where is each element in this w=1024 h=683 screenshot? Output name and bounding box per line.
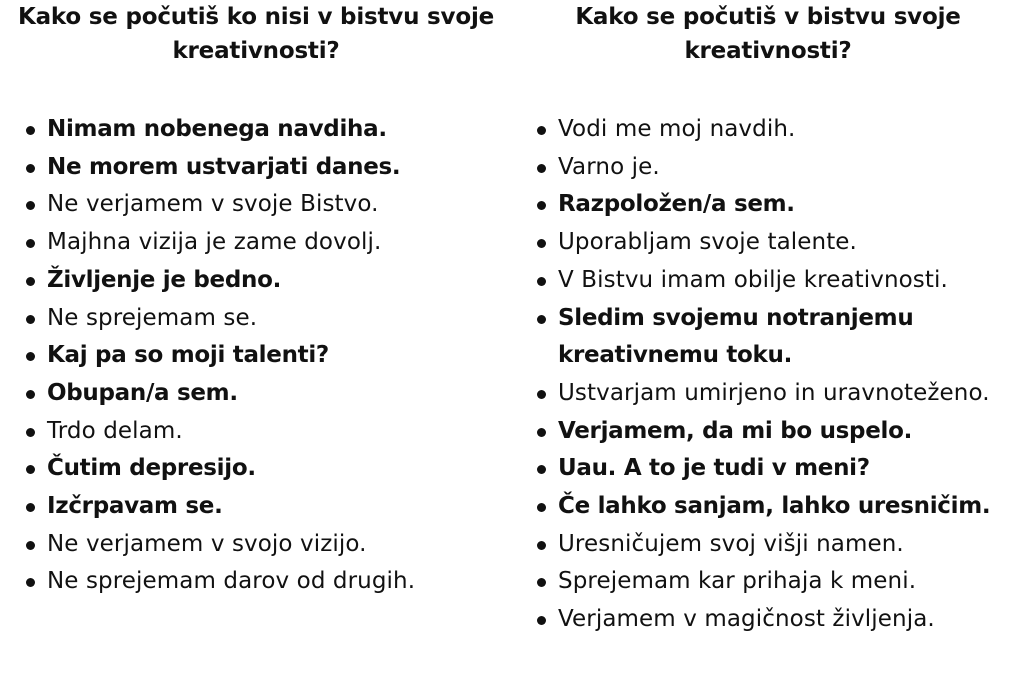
right-list-item: V Bistvu imam obilje kreativnosti. [533, 262, 1018, 300]
left-list [22, 111, 502, 601]
right-list-item: Verjamem, da mi bo uspelo. [533, 413, 1018, 451]
right-list-item: Uresničujem svoj višji namen. [533, 526, 1018, 564]
left-list-item: Čutim depresijo. [22, 450, 502, 488]
left-list-item: Ne sprejemam se. [22, 300, 502, 338]
right-list-item: Vodi me moj navdih. [533, 111, 1018, 149]
left-list-item: Ne verjamem v svoje Bistvo. [22, 186, 502, 224]
right-list-item: Sprejemam kar prihaja k meni. [533, 563, 1018, 601]
left-list-item: Kaj pa so moji talenti? [22, 337, 502, 375]
right-list-item: Ustvarjam umirjeno in uravnoteženo. [533, 375, 1018, 413]
right-list [533, 111, 1018, 639]
left-list-item: Ne verjamem v svojo vizijo. [22, 526, 502, 564]
right-list-item: Uau. A to je tudi v meni? [533, 450, 1018, 488]
left-heading: Kako se počutiš ko nisi v bistvu svoje kreativnosti? [17, 4, 495, 64]
right-list-item: Če lahko sanjam, lahko uresničim. [533, 488, 1018, 526]
left-list-item: Izčrpavam se. [22, 488, 502, 526]
left-list-item: Ne morem ustvarjati danes. [22, 149, 502, 187]
right-column [512, 0, 1024, 633]
right-list-item: Verjamem v magičnost življenja. [533, 601, 1018, 639]
right-list-item: Razpoložen/a sem. [533, 186, 1018, 224]
right-list-item: Varno je. [533, 149, 1018, 187]
right-heading: Kako se počutiš v bistvu svoje kreativnosti? [575, 4, 961, 64]
left-list-item: Trdo delam. [22, 413, 502, 451]
right-list-item: Sledim svojemu notranjemu kreativnemu toku. [533, 300, 1018, 375]
left-list-item: Življenje je bedno. [22, 262, 502, 300]
right-list-item: Uporabljam svoje talente. [533, 224, 1018, 262]
left-list-item: Majhna vizija je zame dovolj. [22, 224, 502, 262]
left-list-item: Nimam nobenega navdiha. [22, 111, 502, 149]
left-list-item: Ne sprejemam darov od drugih. [22, 563, 502, 601]
left-column [0, 0, 512, 595]
left-list-item: Obupan/a sem. [22, 375, 502, 413]
